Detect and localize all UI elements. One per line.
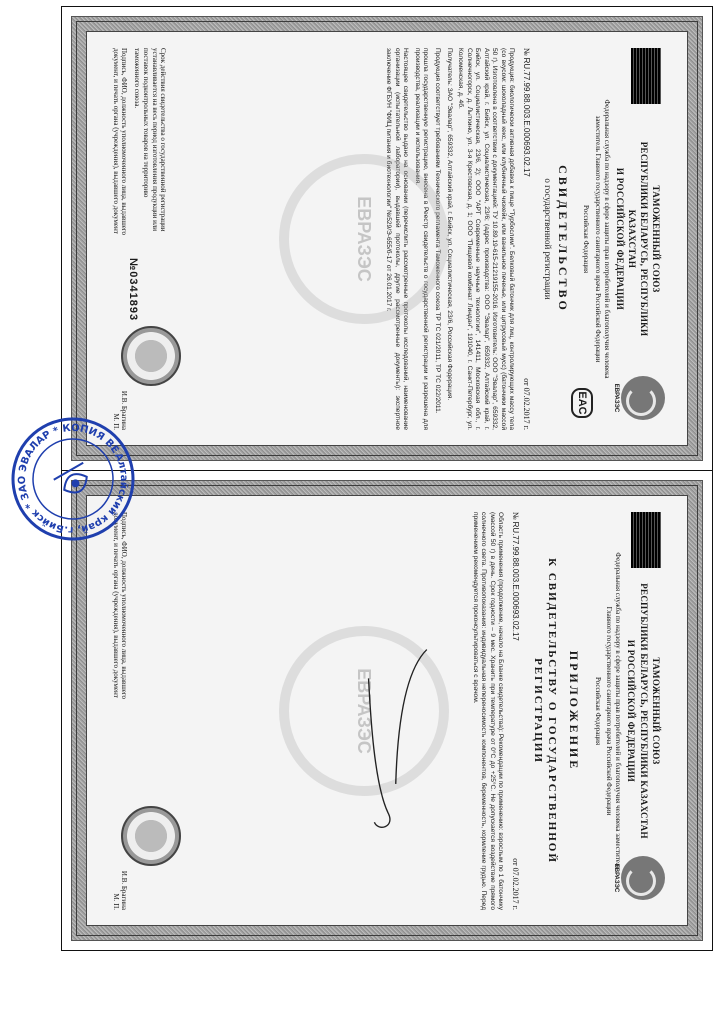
header [625, 582, 661, 840]
signature-note: Подпись, ФИО, должность уполномоченного лица, выдавшего документ, и печать органа (учреждения), выдавшего документ [111, 511, 129, 699]
republics-line-1: РЕСПУБЛИКИ БЕЛАРУСЬ, РЕСПУБЛИКИ КАЗАХСТАН [627, 141, 649, 336]
country-label: Российская Федерация [593, 676, 602, 745]
appendix-sheet [61, 470, 713, 951]
appendix-body [470, 512, 504, 910]
republics-line-1: РЕСПУБЛИКИ БЕЛАРУСЬ, РЕСПУБЛИКИ КАЗАХСТАН [638, 582, 649, 839]
certificate-date: 07.02.2017 г. [511, 867, 521, 910]
footer-notes [111, 48, 168, 238]
certificate-number: RU.77.99.88.003.E.000693.02.17 [511, 521, 521, 641]
official-seal [121, 326, 181, 386]
signature-note: Подпись, ФИО, должность уполномоченного лица, выдавшего документ, и печать органа (учреждения), выдавшего документ [111, 47, 129, 235]
country-label: Российская Федерация [582, 204, 591, 273]
document-subtitle: о государственной регистрации [542, 177, 553, 300]
appendix-subtitle: К СВИДЕТЕЛЬСТВУ О ГОСУДАРСТВЕННОЙ РЕГИСТРАЦИИ [532, 557, 558, 864]
company-stamp [8, 414, 138, 544]
barcode-block [631, 512, 661, 568]
certificate-page [103, 34, 671, 444]
guilloche-frame [71, 16, 703, 461]
number-label: № [511, 511, 521, 520]
footer [111, 512, 191, 910]
seal-label: М. П. [111, 412, 120, 430]
logo-label: ЕВРАЗЭС [613, 863, 619, 892]
issuing-agency: Федеральная служба по надзору в сфере защиты прав потребителей и благополучия человека заместитель Главного государственного санитарного врача Российской Федерации [594, 98, 611, 379]
validity-note: Срок действия свидетельства о государственной регистрации устанавливается на весь период изготовления продукции или поставок подконтрольных товаров на территорию таможенного союза. [133, 47, 168, 232]
signer-name: И.В. Брагина [119, 390, 128, 430]
date-prefix: от [522, 377, 532, 386]
eurasec-logo [612, 846, 666, 910]
republics-line-2: И РОССИЙСКОЙ ФЕДЕРАЦИИ [626, 639, 637, 782]
product-paragraph: Продукция: биологически активная добавка к пище "Турбослим". Белковый батончик для лиц, контролирующих массу тела (со вкусом: шоколадный кекс, или клубничный чизкейк, или ванильное печенье, или цитрусовый мусс) (батончики массой 50 г). Изготовлена в соответствии с документацией: ТУ 10.89.19-615-21219155-2016. Изготовитель: ООО "Эвалар", 659332, Алтайский край, г. Бийск, ул. Социалистическая, 23/6; (адрес производства: ООО "Эвалар", 659332, Алтайский край, г. Бийск, ул. Социалистическая, 23/6, 2); ООО "АРТ Современные научные технологии", 141411, Московская обл., г. Солнечногорск, д. Лыткино, ул. 3-я Крестовская, д. 1; ООО "Пищевой комбинат Линдан", 191040, г. Санкт-Петербург, ул. Коломенская, д. 4б. [457, 47, 516, 430]
signer-name: И.В. Брагина [119, 870, 128, 910]
appendix-page [103, 498, 671, 924]
union-title: ТАМОЖЕННЫЙ СОЮЗ [651, 656, 661, 765]
eac-mark: EAC [571, 388, 593, 418]
republics-line-2: И РОССИЙСКОЙ ФЕДЕРАЦИИ [615, 167, 626, 310]
union-title: ТАМОЖЕННЫЙ СОЮЗ [651, 184, 661, 293]
eurasec-watermark: ЕВРАЗЭС [279, 626, 449, 796]
number-label: № [522, 47, 532, 56]
barcode-block [631, 48, 661, 104]
certificate-sheet [61, 6, 713, 471]
stamp-emblem-icon [54, 463, 95, 500]
guilloche-frame [71, 480, 703, 941]
eurasec-logo [612, 366, 666, 430]
certificate-date: 07.02.2017 г. [522, 387, 532, 430]
svg-text:Алтайский край, г.Бийск * ЗАО [8, 414, 138, 544]
official-seal [121, 806, 181, 866]
certificate-field [86, 31, 688, 446]
header [614, 118, 661, 360]
number-line [511, 512, 521, 910]
document-title: СВИДЕТЕЛЬСТВО [555, 164, 570, 313]
appendix-title: ПРИЛОЖЕНИЕ [567, 650, 581, 771]
footer [111, 48, 191, 430]
eurasec-emblem-icon [621, 376, 665, 420]
logo-label: ЕВРАЗЭС [613, 383, 619, 412]
eurasec-watermark: ЕВРАЗЭС [279, 154, 449, 324]
diagonal-cancel-line [670, 498, 671, 499]
appendix-field [86, 495, 688, 926]
number-line [522, 48, 532, 430]
basis-paragraph: Настоящее свидетельство выдано на основании (перечислить рассмотренные протоколы исследований, наименование организации (испытательной лаборатории), выдавшей протоколы, другие рассмотренные документы): экспертное заключение ФГБУН "ФИЦ питания и биотехнологии" №529/Э-655/б-17 от 26.01.2017 г. [385, 47, 410, 430]
seal-label: М. П. [111, 892, 120, 910]
eurasec-emblem-icon [621, 856, 665, 900]
recipient-paragraph: Получатель: ЗАО "Эвалар", 659332, Алтайский край, г. Бийск, ул. Социалистическая, 23/6, Российская Федерация. [445, 47, 453, 400]
date-prefix: от [511, 857, 521, 866]
issuing-agency: Федеральная служба по надзору в сфере защиты прав потребителей и благополучия человека заместитель Главного государственного санитарного врача Российской Федерации [605, 551, 623, 870]
certificate-number: RU.77.99.88.003.E.000693.02.17 [522, 57, 532, 177]
application-paragraph: Область применения (продолжение, начало на Бланке свидетельства): Рекомендации по применению: взрослым по 1 батончику (массой 50 г) в день. Срок годности – 9 мес. Хранить при температуре от 0°С до +25°С. Не допускается воздействие прямого солнечного света. Противопоказания: индивидуальная непереносимость компонентов, беременность, кормление грудью. Перед применением рекомендуется проконсультироваться с врачом. [471, 511, 505, 910]
stamp-ring-text: Алтайский край, г.Бийск * ЗАО ЭВАЛАР * КОПИЯ ВЕРНА [16, 422, 130, 536]
registration-paragraph: прошла государственную регистрацию, внесена в Реестр свидетельств о государственной регистрации и разрешена для производства, реализации и использования. [413, 47, 430, 430]
regulation-paragraph: Продукция соответствует требованиям Технического регламента Таможенного союза ТР ТС 021/2011, ТР ТС 022/2011. [434, 47, 441, 414]
serial-number: №0341893 [126, 257, 139, 321]
